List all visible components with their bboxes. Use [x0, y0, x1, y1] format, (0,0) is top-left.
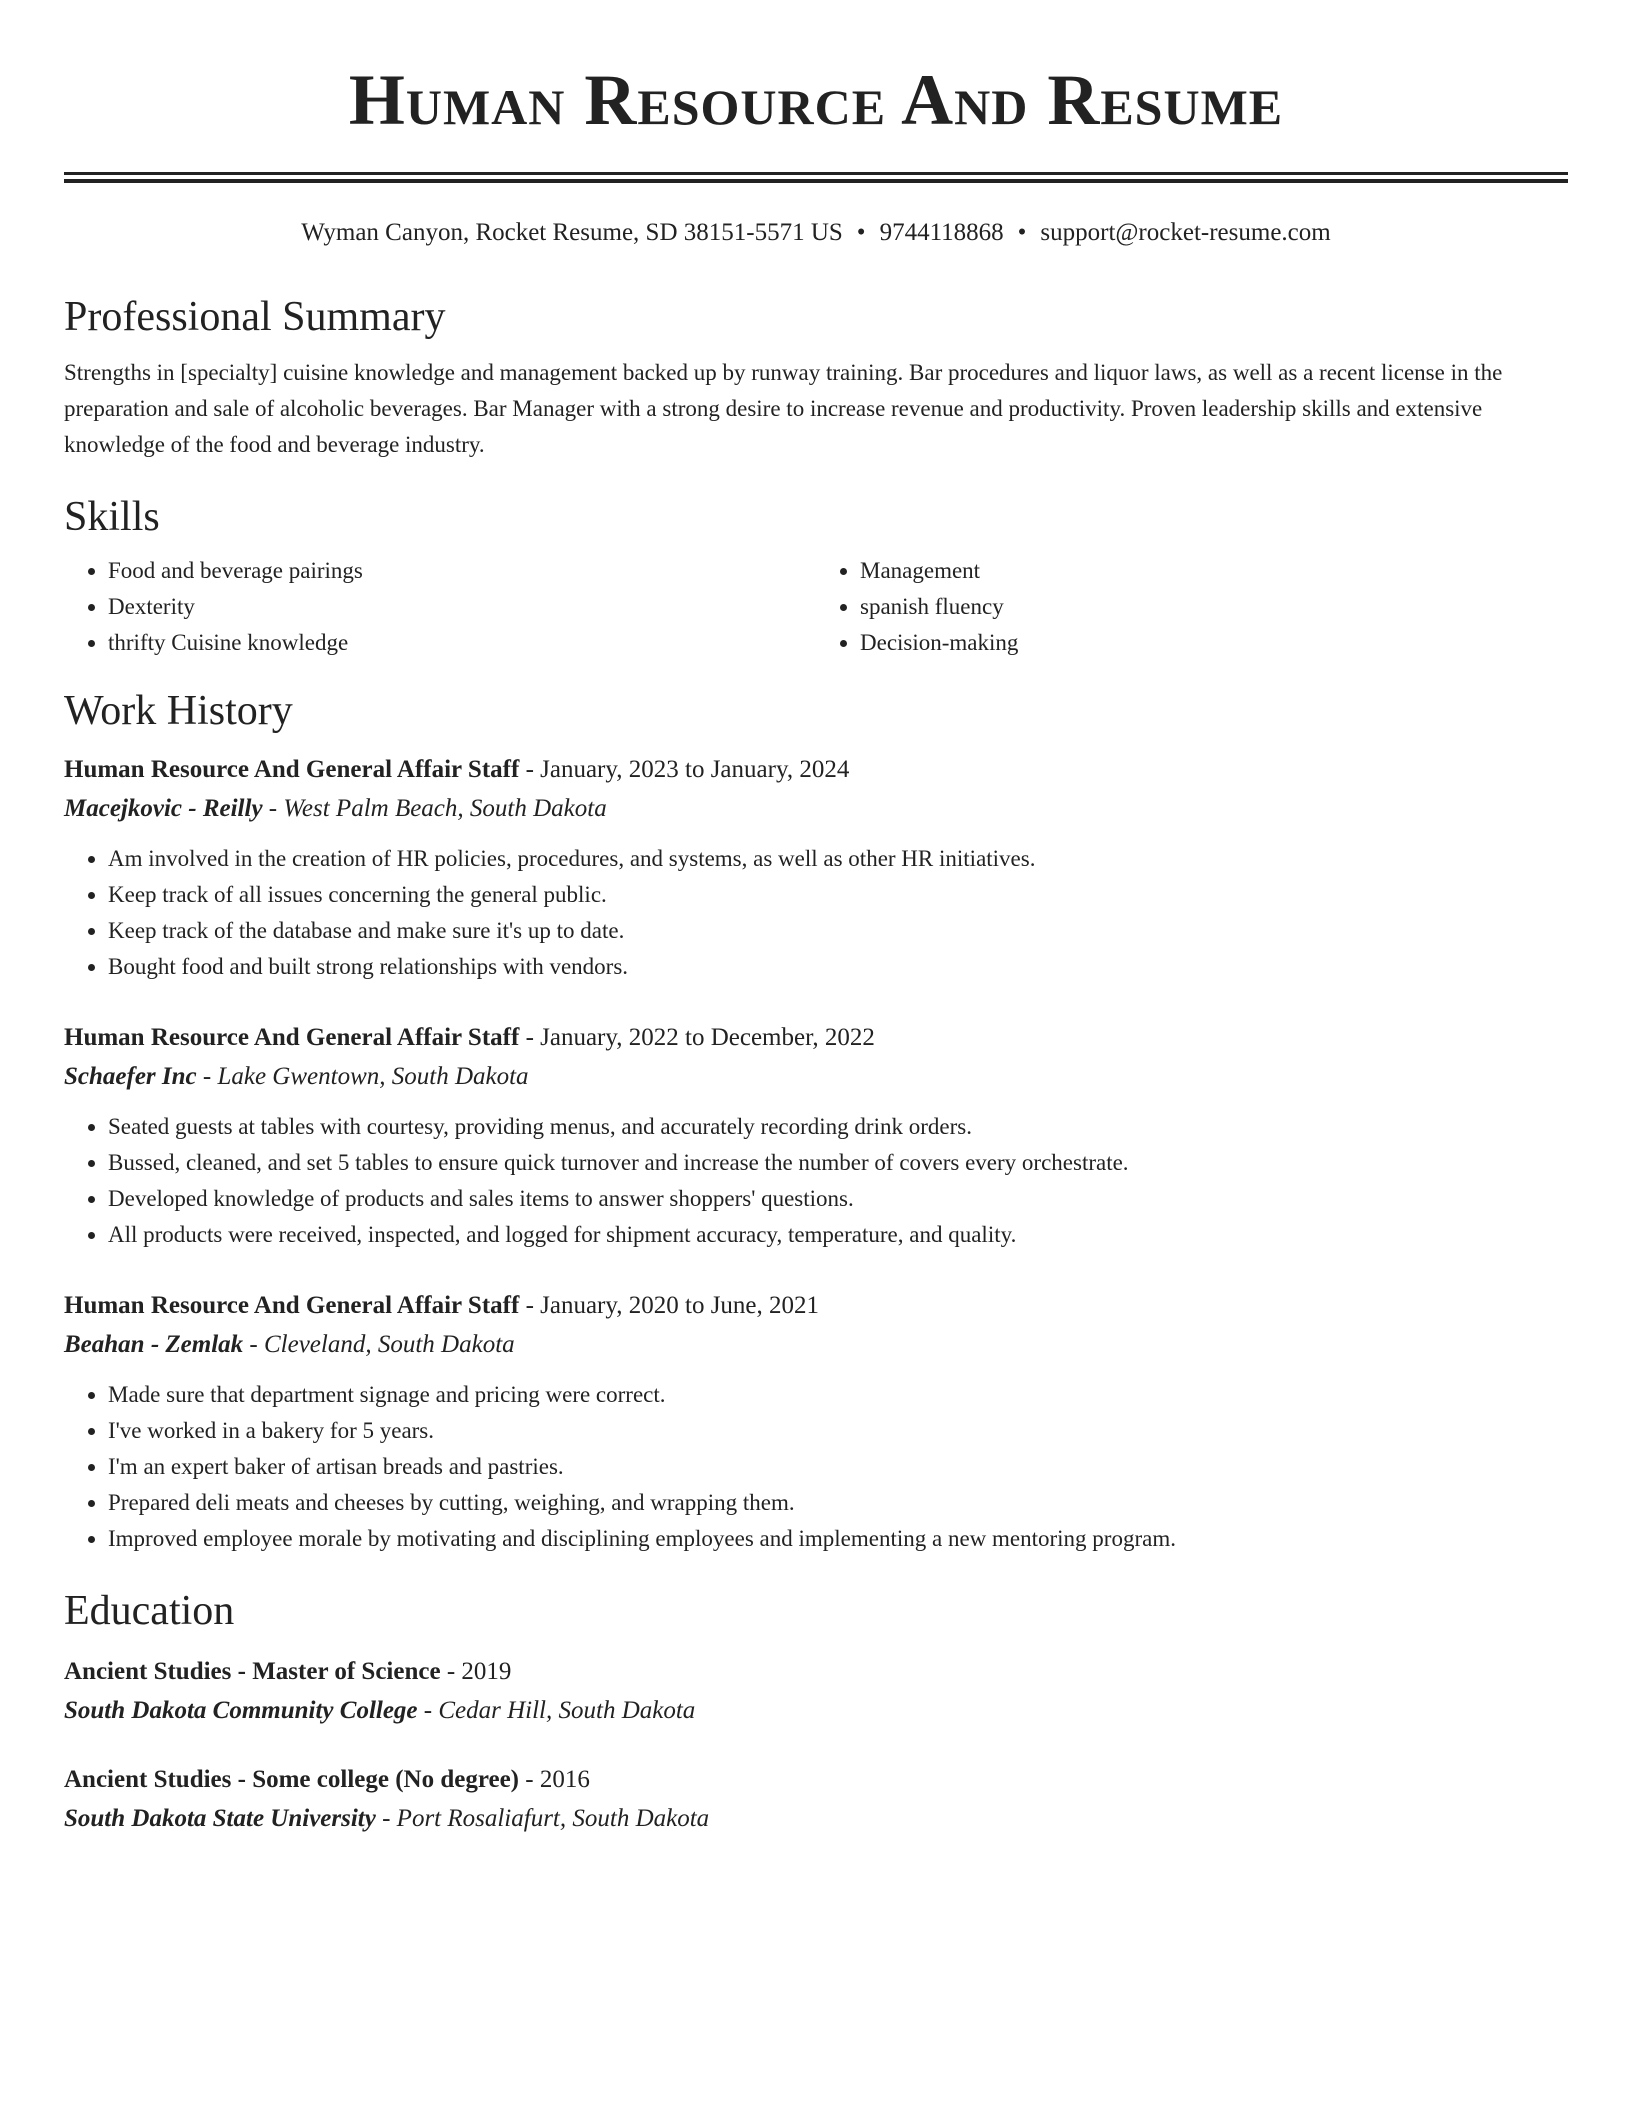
skill-item: • Decision-making	[860, 625, 1568, 661]
job-bullet: • Bussed, cleaned, and set 5 tables to ensure quick turnover and increase the number of covers every orchestrate.	[108, 1145, 1568, 1181]
job-dates: - January, 2023 to January, 2024	[519, 756, 850, 783]
job-employer	[64, 1057, 1568, 1097]
skills-column-right	[816, 553, 1568, 661]
skill-item: • Management	[860, 553, 1568, 589]
education-year: - 2016	[519, 1766, 590, 1793]
job-company: Beahan - Zemlak	[64, 1331, 244, 1358]
job-bullet: • I'm an expert baker of artisan breads and pastries.	[108, 1449, 1568, 1485]
skill-item: • spanish fluency	[860, 589, 1568, 625]
job-bullet: • Prepared deli meats and cheeses by cutting, weighing, and wrapping them.	[108, 1485, 1568, 1521]
contact-email: support@rocket-resume.com	[1040, 219, 1331, 246]
job-location: - West Palm Beach, South Dakota	[262, 795, 607, 822]
job-bullets	[64, 1109, 1568, 1253]
job-employer	[64, 1325, 1568, 1365]
job-location: - Cleveland, South Dakota	[243, 1331, 515, 1358]
education-school: South Dakota State University	[64, 1805, 376, 1832]
education-heading	[64, 1761, 1568, 1799]
skills-column-left	[64, 553, 816, 661]
education-degree: Ancient Studies - Master of Science	[64, 1658, 441, 1685]
education-degree: Ancient Studies - Some college (No degree)	[64, 1766, 520, 1793]
skill-item: • thrifty Cuisine knowledge	[108, 625, 816, 661]
job-company: Schaefer Inc	[64, 1063, 197, 1090]
job-heading	[64, 1287, 1568, 1325]
education-school: South Dakota Community College	[64, 1697, 418, 1724]
contact-line	[64, 217, 1568, 249]
skill-item: • Dexterity	[108, 589, 816, 625]
education-heading	[64, 1653, 1568, 1691]
education-year: - 2019	[440, 1658, 512, 1685]
job-position: Human Resource And General Affair Staff	[64, 756, 520, 783]
job-heading	[64, 751, 1568, 789]
job-entry	[64, 1019, 1568, 1253]
resume-name: Human Resource And Resume	[348, 60, 1284, 140]
job-bullet: • Bought food and built strong relationships with vendors.	[108, 949, 1568, 985]
job-company: Macejkovic - Reilly	[64, 795, 263, 822]
job-position: Human Resource And General Affair Staff	[64, 1292, 520, 1319]
education-location: - Port Rosaliafurt, South Dakota	[375, 1805, 710, 1832]
contact-separator: •	[1017, 219, 1027, 246]
job-bullets	[64, 1377, 1568, 1557]
skill-item: • Food and beverage pairings	[108, 553, 816, 589]
job-bullet: • Keep track of all issues concerning the general public.	[108, 877, 1568, 913]
education-location: - Cedar Hill, South Dakota	[417, 1697, 696, 1724]
job-entry	[64, 1287, 1568, 1557]
job-entry	[64, 751, 1568, 985]
section-title-skills: Skills	[64, 494, 160, 540]
job-bullet: • Seated guests at tables with courtesy, providing menus, and accurately recording drink orders.	[108, 1109, 1568, 1145]
job-bullets	[64, 841, 1568, 985]
job-bullet: • Developed knowledge of products and sales items to answer shoppers' questions.	[108, 1181, 1568, 1217]
contact-address: Wyman Canyon, Rocket Resume, SD 38151-5571 US	[301, 219, 843, 246]
job-employer	[64, 789, 1568, 829]
section-title-work-history: Work History	[64, 688, 293, 734]
education-institution	[64, 1799, 1568, 1839]
job-heading	[64, 1019, 1568, 1057]
job-bullet: • Made sure that department signage and pricing were correct.	[108, 1377, 1568, 1413]
skills-list	[64, 553, 1568, 661]
job-bullet: • Improved employee morale by motivating and disciplining employees and implementing a new mentoring program.	[108, 1521, 1568, 1557]
contact-phone: 9744118868	[879, 219, 1004, 246]
education-entry	[64, 1761, 1568, 1839]
job-dates: - January, 2022 to December, 2022	[519, 1024, 875, 1051]
job-bullet: • Keep track of the database and make sure it's up to date.	[108, 913, 1568, 949]
job-bullet: • I've worked in a bakery for 5 years.	[108, 1413, 1568, 1449]
contact-separator: •	[856, 219, 866, 246]
job-bullet: • Am involved in the creation of HR policies, procedures, and systems, as well as other HR initiatives.	[108, 841, 1568, 877]
header-double-rule	[64, 172, 1568, 183]
job-position: Human Resource And General Affair Staff	[64, 1024, 520, 1051]
education-entry	[64, 1653, 1568, 1731]
job-dates: - January, 2020 to June, 2021	[519, 1292, 820, 1319]
education-institution	[64, 1691, 1568, 1731]
section-title-education: Education	[64, 1588, 235, 1634]
summary-text: Strengths in [specialty] cuisine knowledge and management backed up by runway training. Bar procedures and liquor laws, as well as a recent license in the preparation and sale of alcoholic beverages. Bar Manager with a strong desire to increase revenue and productivity. Proven leadership skills and extensive knowledge of the food and beverage industry.	[64, 360, 1503, 457]
job-bullet: • All products were received, inspected, and logged for shipment accuracy, temperature, and quality.	[108, 1217, 1568, 1253]
section-title-summary: Professional Summary	[64, 294, 446, 340]
job-location: - Lake Gwentown, South Dakota	[196, 1063, 529, 1090]
